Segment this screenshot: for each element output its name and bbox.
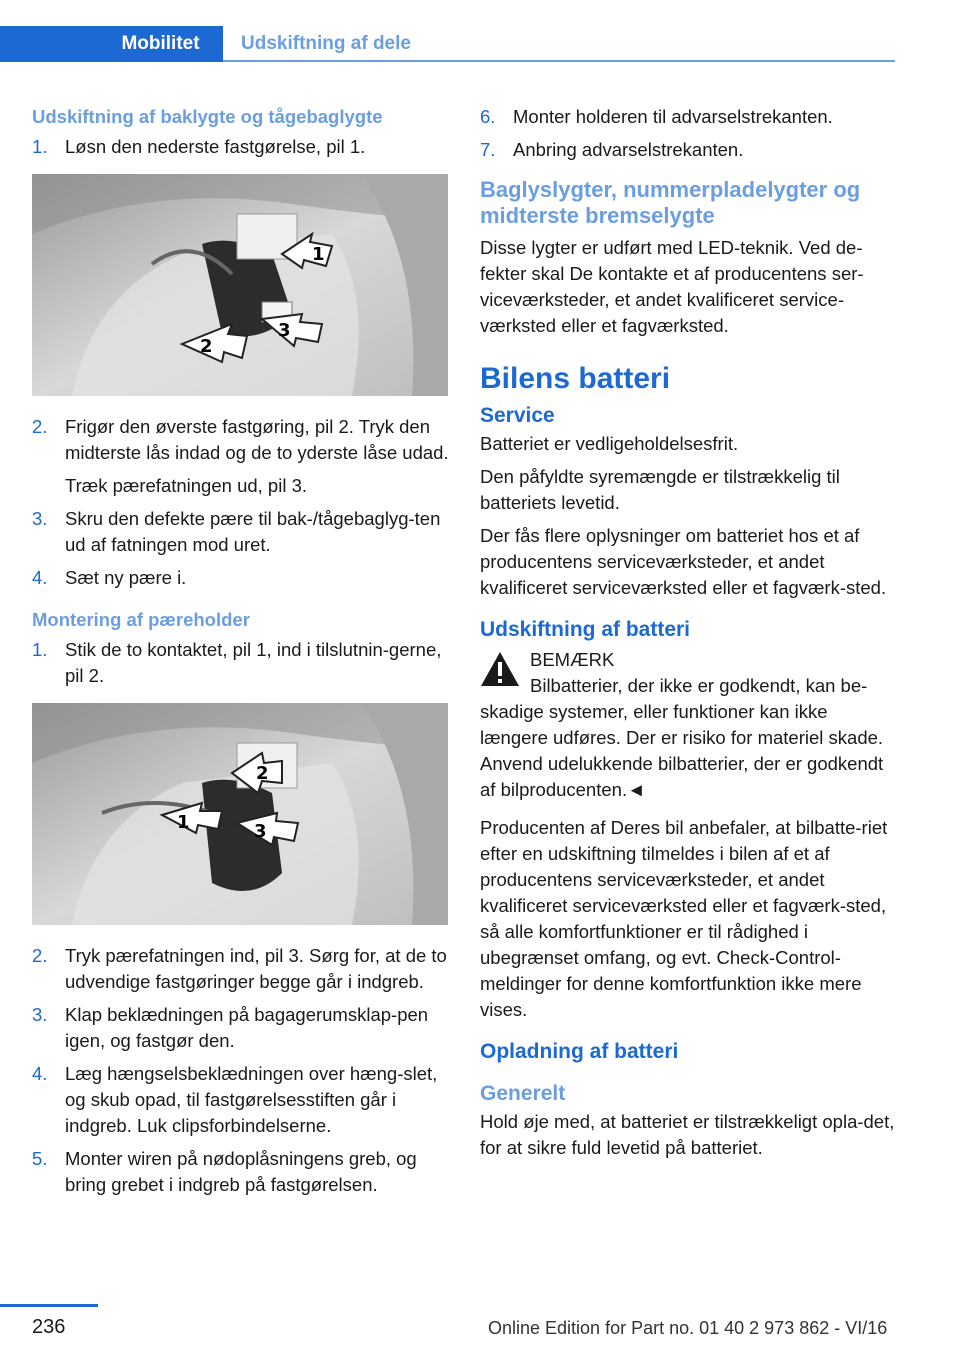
left-column xyxy=(32,104,450,1205)
header-underline xyxy=(223,60,895,62)
subheading-mount-bulb-holder: Montering af pæreholder xyxy=(32,609,250,630)
page-header xyxy=(0,26,895,62)
photo-arrow-label: 3 xyxy=(254,821,267,842)
paragraph-led-lights: Disse lygter er udført med LED-teknik. Ved de-fekter skal De kontakte et af producentens ser-viceværksteder, et andet kvalificeret service-værksted eller et fagværksted. xyxy=(480,237,864,336)
step-number: 3. xyxy=(32,508,48,529)
step-number: 7. xyxy=(480,139,496,160)
page-number: 236 xyxy=(32,1316,66,1338)
steps-list-4 xyxy=(32,943,450,1198)
step-text: Skru den defekte pære til bak-/tågebaglyg-ten ud af fatningen mod uret. xyxy=(65,508,441,555)
header-section-title[interactable]: Udskiftning af dele xyxy=(241,33,411,54)
list-item xyxy=(32,1002,450,1054)
photo-arrow-label: 3 xyxy=(278,320,291,341)
step-number: 4. xyxy=(32,1063,48,1084)
step-text: Stik de to kontaktet, pil 1, ind i tilslutnin-gerne, pil 2. xyxy=(65,639,442,686)
step-number: 1. xyxy=(32,639,48,660)
warning-triangle-icon xyxy=(480,651,520,687)
step-number: 4. xyxy=(32,567,48,588)
edition-info: Online Edition for Part no. 01 40 2 973 862 - VI/16 xyxy=(488,1318,888,1338)
header-accent-bar xyxy=(0,26,98,62)
heading-car-battery: Bilens batteri xyxy=(480,362,671,395)
step-text: Læg hængselsbeklædningen over hæng-slet, og skub opad, til fastgørelsesstiften går i indgreb. Luk clipsforbindelserne. xyxy=(65,1063,438,1136)
warning-first-line: Bilbatterier, der ikke er godkendt, kan be- xyxy=(530,675,868,696)
list-item xyxy=(32,134,450,160)
footer-accent-line xyxy=(0,1304,98,1307)
paragraph-charge-info: Hold øje med, at batteriet er tilstrækkeligt opla-det, for at sikre fuld levetid på batteriet. xyxy=(480,1111,895,1158)
heading-service: Service xyxy=(480,404,555,427)
heading-charge-battery: Opladning af batteri xyxy=(480,1040,679,1063)
paragraph-battery-registration: Producenten af Deres bil anbefaler, at bilbatte-riet efter en udskiftning tilmeldes i bilen af et af producentens serviceværksteder, et andet kvalificeret serviceværksted eller et fagværk-sted, så alle komfortfunktioner er til rådighed i ubegrænset omfang, og evt. Check-Control-meldinger for denne komfortfunktion ikke mere vises. xyxy=(480,817,888,1020)
step-text: Tryk pærefatningen ind, pil 3. Sørg for, at de to udvendige fastgøringer begge går i indgreb. xyxy=(65,945,447,992)
list-item xyxy=(480,104,898,130)
right-column xyxy=(480,104,898,1168)
list-item xyxy=(32,943,450,995)
step-text: Monter holderen til advarselstrekanten. xyxy=(513,106,833,127)
paragraph-maintenance-free: Batteriet er vedligeholdelsesfrit. xyxy=(480,433,739,454)
warning-title: BEMÆRK xyxy=(530,649,615,670)
step-text: Klap beklædningen på bagagerumsklap-pen igen, og fastgør den. xyxy=(65,1004,429,1051)
step-text: Anbring advarselstrekanten. xyxy=(513,139,744,160)
step-number: 6. xyxy=(480,106,496,127)
steps-list-3 xyxy=(32,637,450,689)
step-number: 5. xyxy=(32,1148,48,1169)
list-item xyxy=(32,506,450,558)
steps-list-1 xyxy=(32,134,450,160)
heading-general: Generelt xyxy=(480,1082,566,1105)
list-item xyxy=(32,414,450,466)
steps-list-continued xyxy=(480,104,898,163)
photo-arrow-label: 1 xyxy=(177,812,190,833)
list-item xyxy=(480,137,898,163)
photo-bulb-holder-removal xyxy=(32,174,448,396)
step-text: Sæt ny pære i. xyxy=(65,567,187,588)
subheading-replace-reverse-light: Udskiftning af baklygte og tågebaglygte xyxy=(32,106,383,127)
photo-arrow-label: 2 xyxy=(200,336,213,357)
photo-arrow-label: 2 xyxy=(256,763,269,784)
steps-list-2 xyxy=(32,414,450,591)
step-number: 3. xyxy=(32,1004,48,1025)
step-number: 2. xyxy=(32,945,48,966)
step-text: Monter wiren på nødoplåsningens greb, og bring grebet i indgreb på fastgørelsen. xyxy=(65,1148,417,1195)
heading-replace-battery: Udskiftning af batteri xyxy=(480,618,691,641)
list-item xyxy=(32,637,450,689)
paragraph-more-info: Der fås flere oplysninger om batteriet hos et af producentens serviceværksteder, et andet kvalificeret serviceværksted eller et fagværk-sted. xyxy=(480,525,887,598)
step-continuation: Træk pærefatningen ud, pil 3. xyxy=(65,475,307,496)
step-number: 1. xyxy=(32,136,48,157)
list-item xyxy=(32,565,450,591)
list-item xyxy=(32,1146,450,1198)
step-text: Frigør den øverste fastgøring, pil 2. Tryk den midterste lås indad og de to yderste låse udad. xyxy=(65,416,449,463)
step-number: 2. xyxy=(32,416,48,437)
heading-rear-lights: Baglyslygter, nummerpladelygter og midterste bremselygte xyxy=(480,177,861,228)
list-item xyxy=(32,1061,450,1139)
warning-text: skadige systemer, eller funktioner kan ikke længere udføres. Der er risiko for materiel skade. Anvend udelukkende bilbatterier, der er godkendt af bilproducenten.◄ xyxy=(480,701,884,800)
photo-bulb-holder-mounting xyxy=(32,703,448,925)
header-chapter-tab[interactable]: Mobilitet xyxy=(98,26,223,62)
step-text: Løsn den nederste fastgørelse, pil 1. xyxy=(65,136,366,157)
warning-notice xyxy=(480,647,898,803)
photo-arrow-label: 1 xyxy=(312,244,325,265)
paragraph-acid-quantity: Den påfyldte syremængde er tilstrækkelig til batteriets levetid. xyxy=(480,466,840,513)
